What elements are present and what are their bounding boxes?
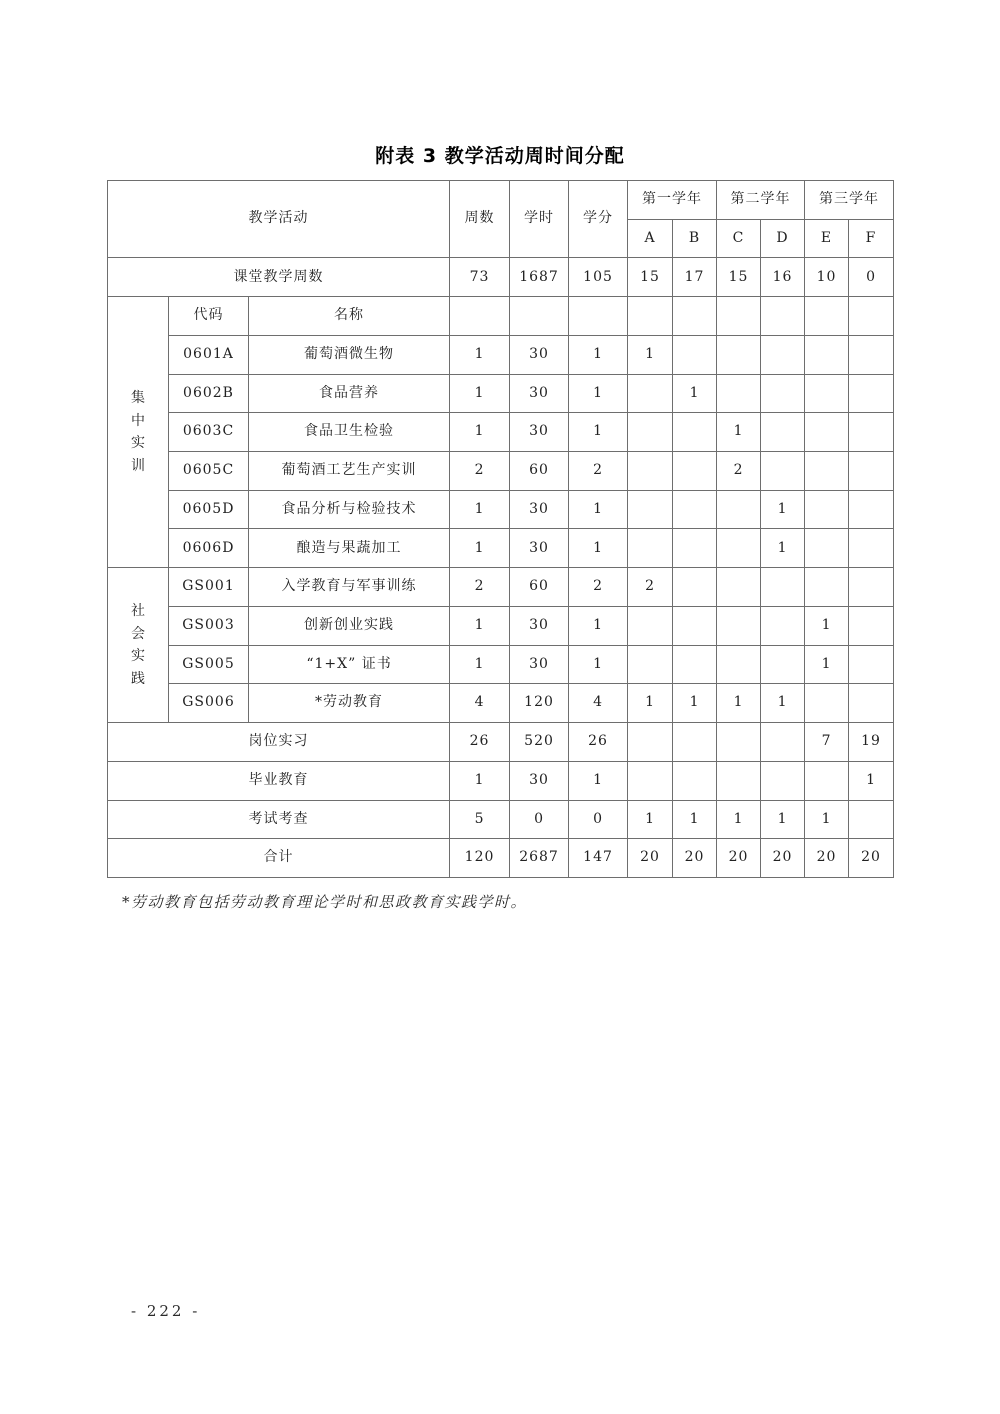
table-cell: 1 bbox=[761, 800, 805, 839]
table-cell: 15 bbox=[717, 258, 761, 297]
table-cell: 1 bbox=[569, 490, 628, 529]
table-cell: GS001 bbox=[169, 568, 249, 607]
header-term-e: E bbox=[805, 219, 849, 258]
table-cell: 1 bbox=[569, 529, 628, 568]
table-cell: 0601A bbox=[169, 335, 249, 374]
table-cell: 2 bbox=[569, 568, 628, 607]
table-cell bbox=[510, 297, 569, 336]
table-cell: 1 bbox=[450, 335, 510, 374]
table-cell bbox=[628, 413, 673, 452]
table-cell: 5 bbox=[450, 800, 510, 839]
table-cell bbox=[673, 297, 717, 336]
table-cell bbox=[761, 761, 805, 800]
table-cell: 105 bbox=[569, 258, 628, 297]
table-cell bbox=[628, 723, 673, 762]
table-cell bbox=[849, 529, 894, 568]
table-row bbox=[108, 684, 894, 723]
table-cell bbox=[849, 606, 894, 645]
table-cell bbox=[673, 413, 717, 452]
table-cell: 0606D bbox=[169, 529, 249, 568]
table-cell bbox=[673, 452, 717, 491]
schedule-table bbox=[107, 180, 894, 878]
table-cell bbox=[761, 568, 805, 607]
table-cell: 1687 bbox=[510, 258, 569, 297]
table-cell bbox=[849, 684, 894, 723]
table-cell: 1 bbox=[761, 490, 805, 529]
table-cell: 16 bbox=[761, 258, 805, 297]
table-cell bbox=[761, 452, 805, 491]
table-row bbox=[108, 800, 894, 839]
table-cell: 1 bbox=[450, 606, 510, 645]
table-cell: 食品营养 bbox=[249, 374, 450, 413]
table-cell: 1 bbox=[450, 529, 510, 568]
table-row bbox=[108, 761, 894, 800]
table-cell: 2 bbox=[628, 568, 673, 607]
table-cell: 2 bbox=[569, 452, 628, 491]
table-cell: 1 bbox=[628, 800, 673, 839]
table-cell: 1 bbox=[805, 800, 849, 839]
table-cell bbox=[849, 374, 894, 413]
table-cell bbox=[628, 297, 673, 336]
table-cell: 1 bbox=[849, 761, 894, 800]
table-cell: 4 bbox=[569, 684, 628, 723]
table-cell: 19 bbox=[849, 723, 894, 762]
table-cell: 1 bbox=[717, 413, 761, 452]
subheader-name: 名称 bbox=[249, 297, 450, 336]
table-cell: 4 bbox=[450, 684, 510, 723]
table-cell: 葡萄酒微生物 bbox=[249, 335, 450, 374]
table-cell: 1 bbox=[569, 606, 628, 645]
table-cell: 1 bbox=[569, 761, 628, 800]
table-cell bbox=[628, 452, 673, 491]
table-cell bbox=[761, 645, 805, 684]
table-cell: 1 bbox=[450, 645, 510, 684]
table-cell bbox=[717, 723, 761, 762]
table-cell: 26 bbox=[450, 723, 510, 762]
table-cell: 0 bbox=[510, 800, 569, 839]
table-cell: 7 bbox=[805, 723, 849, 762]
subheader-code: 代码 bbox=[169, 297, 249, 336]
table-cell: 葡萄酒工艺生产实训 bbox=[249, 452, 450, 491]
table-cell: 入学教育与军事训练 bbox=[249, 568, 450, 607]
table-cell: 10 bbox=[805, 258, 849, 297]
table-cell bbox=[761, 413, 805, 452]
table-cell: 20 bbox=[628, 839, 673, 878]
table-row bbox=[108, 568, 894, 607]
table-cell bbox=[717, 374, 761, 413]
row-label-total: 合计 bbox=[108, 839, 450, 878]
header-activity: 教学活动 bbox=[108, 181, 450, 258]
table-cell: 73 bbox=[450, 258, 510, 297]
table-cell bbox=[673, 761, 717, 800]
table-cell: 20 bbox=[673, 839, 717, 878]
table-cell bbox=[849, 800, 894, 839]
table-cell bbox=[849, 645, 894, 684]
table-cell: GS006 bbox=[169, 684, 249, 723]
table-cell bbox=[805, 761, 849, 800]
table-cell bbox=[673, 335, 717, 374]
table-row bbox=[108, 723, 894, 762]
table-cell: 120 bbox=[450, 839, 510, 878]
table-row bbox=[108, 297, 894, 336]
table-cell: 1 bbox=[761, 684, 805, 723]
table-cell bbox=[805, 452, 849, 491]
table-cell bbox=[673, 723, 717, 762]
table-cell bbox=[628, 529, 673, 568]
table-cell: 1 bbox=[673, 684, 717, 723]
table-cell: 15 bbox=[628, 258, 673, 297]
header-weeks: 周数 bbox=[450, 181, 510, 258]
row-label-classroom-teaching-weeks: 课堂教学周数 bbox=[108, 258, 450, 297]
table-cell bbox=[628, 645, 673, 684]
table-cell: 1 bbox=[673, 800, 717, 839]
table-cell: 1 bbox=[628, 335, 673, 374]
table-cell bbox=[717, 335, 761, 374]
header-term-a: A bbox=[628, 219, 673, 258]
table-cell: 1 bbox=[450, 761, 510, 800]
vertical-label: 社会实践 bbox=[131, 603, 145, 687]
table-cell bbox=[673, 645, 717, 684]
table-cell bbox=[805, 413, 849, 452]
table-cell bbox=[805, 335, 849, 374]
table-cell: 60 bbox=[510, 452, 569, 491]
table-cell: 30 bbox=[510, 761, 569, 800]
table-cell bbox=[761, 723, 805, 762]
table-cell: GS003 bbox=[169, 606, 249, 645]
table-cell bbox=[849, 297, 894, 336]
footnote: *劳动教育包括劳动教育理论学时和思政教育实践学时。 bbox=[122, 893, 528, 911]
table-cell: 1 bbox=[569, 335, 628, 374]
table-cell: 1 bbox=[450, 413, 510, 452]
table-cell: 30 bbox=[510, 606, 569, 645]
table-cell bbox=[849, 413, 894, 452]
table-cell: 1 bbox=[717, 684, 761, 723]
table-cell bbox=[673, 529, 717, 568]
schedule-table-body bbox=[108, 181, 894, 878]
table-cell bbox=[628, 761, 673, 800]
table-cell bbox=[569, 297, 628, 336]
table-cell bbox=[805, 568, 849, 607]
header-year-1: 第一学年 bbox=[628, 181, 717, 220]
table-cell bbox=[717, 568, 761, 607]
table-row bbox=[108, 335, 894, 374]
table-cell bbox=[717, 529, 761, 568]
table-cell: 30 bbox=[510, 529, 569, 568]
table-cell: 0605D bbox=[169, 490, 249, 529]
table-cell bbox=[761, 297, 805, 336]
table-cell: 创新创业实践 bbox=[249, 606, 450, 645]
table-cell: 1 bbox=[628, 684, 673, 723]
table-cell bbox=[761, 335, 805, 374]
table-cell: 1 bbox=[569, 374, 628, 413]
table-cell: 2 bbox=[450, 568, 510, 607]
table-cell bbox=[761, 606, 805, 645]
table-cell: GS005 bbox=[169, 645, 249, 684]
header-year-2: 第二学年 bbox=[717, 181, 805, 220]
table-cell bbox=[628, 606, 673, 645]
row-label-post-internship: 岗位实习 bbox=[108, 723, 450, 762]
table-cell bbox=[805, 529, 849, 568]
table-cell bbox=[628, 490, 673, 529]
table-cell: 0603C bbox=[169, 413, 249, 452]
group-label-social-practice bbox=[108, 568, 169, 723]
table-cell: 1 bbox=[569, 413, 628, 452]
table-cell: *劳动教育 bbox=[249, 684, 450, 723]
table-cell: 1 bbox=[717, 800, 761, 839]
header-term-b: B bbox=[673, 219, 717, 258]
table-row bbox=[108, 181, 894, 220]
table-cell: 食品分析与检验技术 bbox=[249, 490, 450, 529]
header-term-c: C bbox=[717, 219, 761, 258]
table-cell bbox=[673, 606, 717, 645]
table-cell bbox=[717, 606, 761, 645]
table-cell: 120 bbox=[510, 684, 569, 723]
table-cell: 20 bbox=[805, 839, 849, 878]
header-term-f: F bbox=[849, 219, 894, 258]
table-row bbox=[108, 258, 894, 297]
table-row bbox=[108, 452, 894, 491]
table-cell bbox=[450, 297, 510, 336]
table-cell bbox=[673, 490, 717, 529]
table-cell: 30 bbox=[510, 335, 569, 374]
table-cell bbox=[717, 297, 761, 336]
table-cell: 1 bbox=[805, 645, 849, 684]
table-cell: 食品卫生检验 bbox=[249, 413, 450, 452]
table-cell: 1 bbox=[805, 606, 849, 645]
table-cell bbox=[805, 490, 849, 529]
row-label-graduation-education: 毕业教育 bbox=[108, 761, 450, 800]
header-year-3: 第三学年 bbox=[805, 181, 894, 220]
table-cell: 17 bbox=[673, 258, 717, 297]
vertical-label: 集中实训 bbox=[131, 390, 145, 474]
table-cell: 30 bbox=[510, 374, 569, 413]
table-row bbox=[108, 529, 894, 568]
table-row bbox=[108, 374, 894, 413]
table-cell: 60 bbox=[510, 568, 569, 607]
table-cell bbox=[849, 568, 894, 607]
table-row bbox=[108, 413, 894, 452]
table-cell bbox=[673, 568, 717, 607]
table-cell bbox=[805, 684, 849, 723]
table-row bbox=[108, 645, 894, 684]
table-cell bbox=[805, 297, 849, 336]
table-cell: 2 bbox=[717, 452, 761, 491]
table-cell: 1 bbox=[761, 529, 805, 568]
page-title: 附表 3 教学活动周时间分配 bbox=[375, 145, 625, 167]
table-cell: 147 bbox=[569, 839, 628, 878]
table-cell: 0605C bbox=[169, 452, 249, 491]
table-cell: 20 bbox=[717, 839, 761, 878]
header-hours: 学时 bbox=[510, 181, 569, 258]
table-cell bbox=[717, 490, 761, 529]
table-cell: 酿造与果蔬加工 bbox=[249, 529, 450, 568]
table-cell: “1+X” 证书 bbox=[249, 645, 450, 684]
table-cell: 2 bbox=[450, 452, 510, 491]
table-cell: 30 bbox=[510, 413, 569, 452]
table-cell: 20 bbox=[761, 839, 805, 878]
table-cell bbox=[849, 452, 894, 491]
table-cell: 0 bbox=[569, 800, 628, 839]
table-cell: 26 bbox=[569, 723, 628, 762]
table-cell: 20 bbox=[849, 839, 894, 878]
table-cell: 520 bbox=[510, 723, 569, 762]
table-cell bbox=[849, 490, 894, 529]
table-row bbox=[108, 606, 894, 645]
table-cell: 1 bbox=[569, 645, 628, 684]
table-cell bbox=[805, 374, 849, 413]
table-cell bbox=[628, 374, 673, 413]
table-cell: 1 bbox=[450, 374, 510, 413]
table-cell bbox=[761, 374, 805, 413]
table-cell bbox=[717, 761, 761, 800]
table-cell bbox=[717, 645, 761, 684]
table-cell: 1 bbox=[450, 490, 510, 529]
table-cell bbox=[849, 335, 894, 374]
table-cell: 0602B bbox=[169, 374, 249, 413]
table-row bbox=[108, 839, 894, 878]
header-credits: 学分 bbox=[569, 181, 628, 258]
table-cell: 30 bbox=[510, 490, 569, 529]
table-cell: 30 bbox=[510, 645, 569, 684]
table-row bbox=[108, 490, 894, 529]
table-cell: 2687 bbox=[510, 839, 569, 878]
page-number: - 222 - bbox=[131, 1302, 201, 1320]
table-cell: 0 bbox=[849, 258, 894, 297]
group-label-centralized-training bbox=[108, 297, 169, 568]
header-term-d: D bbox=[761, 219, 805, 258]
row-label-examination: 考试考查 bbox=[108, 800, 450, 839]
table-cell: 1 bbox=[673, 374, 717, 413]
